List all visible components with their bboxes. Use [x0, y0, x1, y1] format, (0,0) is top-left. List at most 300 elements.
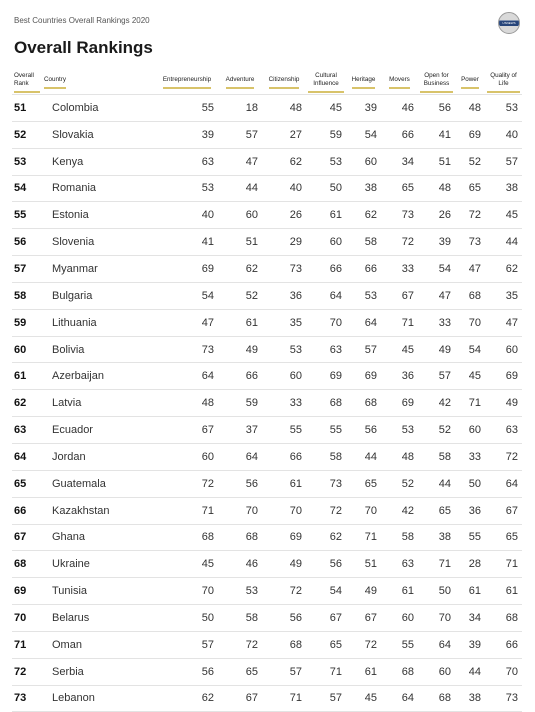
- score-cell: 62: [262, 148, 306, 175]
- rank-cell: 69: [12, 578, 42, 605]
- score-cell: 73: [381, 202, 418, 229]
- score-cell: 65: [346, 470, 381, 497]
- score-cell: 48: [381, 443, 418, 470]
- column-header[interactable]: [455, 70, 485, 95]
- score-cell: 45: [306, 95, 346, 122]
- score-cell: 50: [306, 175, 346, 202]
- score-cell: 71: [485, 551, 522, 578]
- score-cell: 73: [156, 336, 218, 363]
- score-cell: 69: [262, 524, 306, 551]
- score-cell: 55: [262, 417, 306, 444]
- report-subtitle: Best Countries Overall Rankings 2020: [14, 16, 150, 25]
- score-cell: 66: [262, 443, 306, 470]
- score-cell: 70: [346, 497, 381, 524]
- column-header[interactable]: [156, 70, 218, 95]
- score-cell: 57: [262, 658, 306, 685]
- country-cell: Slovakia: [42, 121, 156, 148]
- score-cell: 68: [418, 685, 455, 712]
- score-cell: 46: [381, 95, 418, 122]
- column-header-label: Entrepreneurship: [163, 76, 211, 89]
- score-cell: 63: [485, 417, 522, 444]
- rank-cell: 51: [12, 95, 42, 122]
- score-cell: 35: [262, 309, 306, 336]
- score-cell: 60: [346, 148, 381, 175]
- table-row[interactable]: [12, 470, 522, 497]
- score-cell: 56: [156, 658, 218, 685]
- column-header[interactable]: [12, 70, 42, 95]
- table-row[interactable]: [12, 658, 522, 685]
- score-cell: 72: [306, 497, 346, 524]
- score-cell: 47: [418, 282, 455, 309]
- score-cell: 39: [156, 121, 218, 148]
- country-cell: Romania: [42, 175, 156, 202]
- score-cell: 45: [485, 202, 522, 229]
- score-cell: 48: [262, 95, 306, 122]
- score-cell: 29: [262, 229, 306, 256]
- score-cell: 54: [418, 256, 455, 283]
- score-cell: 41: [418, 121, 455, 148]
- country-cell: Slovenia: [42, 229, 156, 256]
- score-cell: 70: [455, 309, 485, 336]
- score-cell: 69: [306, 363, 346, 390]
- column-header[interactable]: [262, 70, 306, 95]
- score-cell: 72: [381, 229, 418, 256]
- score-cell: 53: [262, 336, 306, 363]
- score-cell: 41: [156, 229, 218, 256]
- country-cell: Tunisia: [42, 578, 156, 605]
- country-cell: Lebanon: [42, 685, 156, 712]
- score-cell: 69: [455, 121, 485, 148]
- table-row[interactable]: [12, 363, 522, 390]
- score-cell: 45: [156, 551, 218, 578]
- score-cell: 64: [306, 282, 346, 309]
- table-row[interactable]: [12, 282, 522, 309]
- score-cell: 66: [346, 256, 381, 283]
- score-cell: 28: [455, 551, 485, 578]
- rank-cell: 67: [12, 524, 42, 551]
- score-cell: 38: [346, 175, 381, 202]
- score-cell: 26: [262, 202, 306, 229]
- score-cell: 72: [346, 631, 381, 658]
- score-cell: 64: [218, 443, 262, 470]
- rank-cell: 59: [12, 309, 42, 336]
- score-cell: 37: [218, 417, 262, 444]
- score-cell: 44: [455, 658, 485, 685]
- score-cell: 45: [381, 336, 418, 363]
- score-cell: 67: [485, 497, 522, 524]
- score-cell: 50: [455, 470, 485, 497]
- score-cell: 69: [485, 363, 522, 390]
- score-cell: 56: [306, 551, 346, 578]
- score-cell: 36: [381, 363, 418, 390]
- table-row[interactable]: [12, 685, 522, 712]
- score-cell: 57: [218, 121, 262, 148]
- rank-cell: 62: [12, 390, 42, 417]
- score-cell: 68: [218, 524, 262, 551]
- rank-cell: 53: [12, 148, 42, 175]
- score-cell: 51: [418, 148, 455, 175]
- score-cell: 65: [485, 524, 522, 551]
- column-header-label: Open for Business: [420, 72, 453, 93]
- score-cell: 72: [455, 202, 485, 229]
- score-cell: 57: [156, 631, 218, 658]
- score-cell: 38: [455, 685, 485, 712]
- country-cell: Kazakhstan: [42, 497, 156, 524]
- score-cell: 52: [218, 282, 262, 309]
- score-cell: 60: [455, 417, 485, 444]
- rank-cell: 70: [12, 605, 42, 632]
- table-row[interactable]: [12, 229, 522, 256]
- header-row: [12, 70, 522, 95]
- score-cell: 71: [306, 658, 346, 685]
- score-cell: 53: [346, 282, 381, 309]
- score-cell: 67: [346, 605, 381, 632]
- score-cell: 18: [218, 95, 262, 122]
- column-header-label: Heritage: [352, 76, 376, 89]
- score-cell: 40: [485, 121, 522, 148]
- score-cell: 48: [418, 175, 455, 202]
- score-cell: 62: [485, 256, 522, 283]
- rank-cell: 64: [12, 443, 42, 470]
- score-cell: 53: [381, 417, 418, 444]
- column-header[interactable]: [218, 70, 262, 95]
- score-cell: 57: [485, 148, 522, 175]
- score-cell: 44: [418, 470, 455, 497]
- score-cell: 40: [156, 202, 218, 229]
- table-row[interactable]: [12, 148, 522, 175]
- rank-cell: 57: [12, 256, 42, 283]
- score-cell: 57: [346, 336, 381, 363]
- score-cell: 45: [455, 363, 485, 390]
- score-cell: 52: [381, 470, 418, 497]
- score-cell: 44: [218, 175, 262, 202]
- score-cell: 70: [262, 497, 306, 524]
- table-row[interactable]: [12, 578, 522, 605]
- score-cell: 39: [418, 229, 455, 256]
- rankings-table: [12, 70, 522, 712]
- score-cell: 39: [346, 95, 381, 122]
- score-cell: 58: [306, 443, 346, 470]
- score-cell: 69: [381, 390, 418, 417]
- score-cell: 56: [418, 95, 455, 122]
- score-cell: 40: [262, 175, 306, 202]
- score-cell: 58: [218, 605, 262, 632]
- page-title: Overall Rankings: [14, 38, 153, 57]
- score-cell: 72: [156, 470, 218, 497]
- rank-cell: 71: [12, 631, 42, 658]
- score-cell: 64: [418, 631, 455, 658]
- score-cell: 34: [455, 605, 485, 632]
- score-cell: 49: [218, 336, 262, 363]
- country-cell: Guatemala: [42, 470, 156, 497]
- table-row[interactable]: [12, 95, 522, 122]
- table-row[interactable]: [12, 497, 522, 524]
- rank-cell: 55: [12, 202, 42, 229]
- score-cell: 73: [262, 256, 306, 283]
- score-cell: 66: [381, 121, 418, 148]
- score-cell: 68: [381, 658, 418, 685]
- country-cell: Azerbaijan: [42, 363, 156, 390]
- score-cell: 70: [156, 578, 218, 605]
- rank-cell: 72: [12, 658, 42, 685]
- score-cell: 59: [306, 121, 346, 148]
- score-cell: 51: [346, 551, 381, 578]
- score-cell: 58: [381, 524, 418, 551]
- rank-cell: 65: [12, 470, 42, 497]
- score-cell: 36: [455, 497, 485, 524]
- country-cell: Myanmar: [42, 256, 156, 283]
- score-cell: 67: [306, 605, 346, 632]
- score-cell: 50: [156, 605, 218, 632]
- country-cell: Lithuania: [42, 309, 156, 336]
- score-cell: 60: [306, 229, 346, 256]
- rank-cell: 54: [12, 175, 42, 202]
- score-cell: 50: [418, 578, 455, 605]
- score-cell: 69: [346, 363, 381, 390]
- score-cell: 54: [306, 578, 346, 605]
- score-cell: 58: [418, 443, 455, 470]
- column-header[interactable]: [346, 70, 381, 95]
- column-header[interactable]: [42, 70, 156, 95]
- score-cell: 44: [485, 229, 522, 256]
- score-cell: 71: [346, 524, 381, 551]
- score-cell: 63: [381, 551, 418, 578]
- country-cell: Ghana: [42, 524, 156, 551]
- rank-cell: 63: [12, 417, 42, 444]
- table-row[interactable]: [12, 631, 522, 658]
- table-row[interactable]: [12, 524, 522, 551]
- column-header-label: Cultural Influence: [308, 72, 344, 93]
- score-cell: 36: [262, 282, 306, 309]
- score-cell: 45: [346, 685, 381, 712]
- score-cell: 53: [156, 175, 218, 202]
- score-cell: 61: [455, 578, 485, 605]
- score-cell: 47: [485, 309, 522, 336]
- column-header-label: Power: [461, 76, 479, 89]
- score-cell: 62: [306, 524, 346, 551]
- column-header-label: Country: [44, 76, 66, 89]
- country-cell: Jordan: [42, 443, 156, 470]
- country-cell: Oman: [42, 631, 156, 658]
- table-row[interactable]: [12, 551, 522, 578]
- score-cell: 42: [418, 390, 455, 417]
- country-cell: Estonia: [42, 202, 156, 229]
- score-cell: 71: [418, 551, 455, 578]
- score-cell: 60: [418, 658, 455, 685]
- country-cell: Belarus: [42, 605, 156, 632]
- score-cell: 44: [346, 443, 381, 470]
- usnews-logo: [498, 12, 520, 34]
- score-cell: 47: [156, 309, 218, 336]
- score-cell: 47: [455, 256, 485, 283]
- score-cell: 55: [381, 631, 418, 658]
- table-row[interactable]: [12, 121, 522, 148]
- rank-cell: 56: [12, 229, 42, 256]
- score-cell: 52: [418, 417, 455, 444]
- score-cell: 62: [346, 202, 381, 229]
- column-header-label: Citizenship: [269, 76, 300, 89]
- score-cell: 72: [262, 578, 306, 605]
- score-cell: 57: [418, 363, 455, 390]
- score-cell: 62: [218, 256, 262, 283]
- score-cell: 60: [381, 605, 418, 632]
- score-cell: 53: [485, 95, 522, 122]
- score-cell: 61: [381, 578, 418, 605]
- table-row[interactable]: [12, 417, 522, 444]
- score-cell: 70: [218, 497, 262, 524]
- score-cell: 66: [306, 256, 346, 283]
- table-row[interactable]: [12, 202, 522, 229]
- score-cell: 26: [418, 202, 455, 229]
- score-cell: 67: [381, 282, 418, 309]
- table-row[interactable]: [12, 605, 522, 632]
- score-cell: 46: [218, 551, 262, 578]
- score-cell: 60: [262, 363, 306, 390]
- score-cell: 65: [306, 631, 346, 658]
- table-row[interactable]: [12, 390, 522, 417]
- score-cell: 67: [156, 417, 218, 444]
- table-row[interactable]: [12, 336, 522, 363]
- score-cell: 49: [262, 551, 306, 578]
- score-cell: 71: [262, 685, 306, 712]
- rank-cell: 66: [12, 497, 42, 524]
- score-cell: 33: [262, 390, 306, 417]
- column-header-label: Overall Rank: [14, 72, 40, 93]
- score-cell: 56: [346, 417, 381, 444]
- country-cell: Serbia: [42, 658, 156, 685]
- score-cell: 48: [455, 95, 485, 122]
- column-header-label: Quality of Life: [487, 72, 520, 93]
- score-cell: 49: [485, 390, 522, 417]
- score-cell: 67: [218, 685, 262, 712]
- score-cell: 73: [485, 685, 522, 712]
- score-cell: 63: [156, 148, 218, 175]
- score-cell: 49: [418, 336, 455, 363]
- column-header[interactable]: [306, 70, 346, 95]
- score-cell: 60: [156, 443, 218, 470]
- score-cell: 35: [485, 282, 522, 309]
- score-cell: 52: [455, 148, 485, 175]
- country-cell: Bolivia: [42, 336, 156, 363]
- rank-cell: 61: [12, 363, 42, 390]
- score-cell: 39: [455, 631, 485, 658]
- table-row[interactable]: [12, 256, 522, 283]
- score-cell: 56: [218, 470, 262, 497]
- table-row[interactable]: [12, 443, 522, 470]
- logo-text: USNEWS: [500, 21, 518, 26]
- score-cell: 73: [306, 470, 346, 497]
- score-cell: 65: [381, 175, 418, 202]
- score-cell: 33: [455, 443, 485, 470]
- column-header[interactable]: [381, 70, 418, 95]
- score-cell: 70: [418, 605, 455, 632]
- score-cell: 68: [262, 631, 306, 658]
- rank-cell: 73: [12, 685, 42, 712]
- column-header[interactable]: [485, 70, 522, 95]
- score-cell: 59: [218, 390, 262, 417]
- table-row[interactable]: [12, 175, 522, 202]
- rank-cell: 58: [12, 282, 42, 309]
- score-cell: 61: [306, 202, 346, 229]
- score-cell: 60: [218, 202, 262, 229]
- score-cell: 57: [306, 685, 346, 712]
- score-cell: 27: [262, 121, 306, 148]
- score-cell: 33: [418, 309, 455, 336]
- score-cell: 34: [381, 148, 418, 175]
- score-cell: 42: [381, 497, 418, 524]
- rank-cell: 68: [12, 551, 42, 578]
- score-cell: 64: [156, 363, 218, 390]
- country-cell: Latvia: [42, 390, 156, 417]
- score-cell: 68: [156, 524, 218, 551]
- score-cell: 61: [218, 309, 262, 336]
- score-cell: 68: [455, 282, 485, 309]
- score-cell: 73: [455, 229, 485, 256]
- country-cell: Ukraine: [42, 551, 156, 578]
- score-cell: 71: [455, 390, 485, 417]
- score-cell: 65: [218, 658, 262, 685]
- score-cell: 66: [218, 363, 262, 390]
- score-cell: 56: [262, 605, 306, 632]
- score-cell: 58: [346, 229, 381, 256]
- score-cell: 65: [455, 175, 485, 202]
- rank-cell: 60: [12, 336, 42, 363]
- score-cell: 62: [156, 685, 218, 712]
- country-cell: Kenya: [42, 148, 156, 175]
- score-cell: 47: [218, 148, 262, 175]
- column-header-label: Movers: [389, 76, 410, 89]
- score-cell: 61: [485, 578, 522, 605]
- score-cell: 72: [218, 631, 262, 658]
- score-cell: 61: [262, 470, 306, 497]
- column-header[interactable]: [418, 70, 455, 95]
- score-cell: 64: [381, 685, 418, 712]
- score-cell: 38: [418, 524, 455, 551]
- score-cell: 68: [306, 390, 346, 417]
- score-cell: 68: [346, 390, 381, 417]
- score-cell: 63: [306, 336, 346, 363]
- score-cell: 65: [418, 497, 455, 524]
- score-cell: 66: [485, 631, 522, 658]
- score-cell: 54: [156, 282, 218, 309]
- score-cell: 51: [218, 229, 262, 256]
- country-cell: Colombia: [42, 95, 156, 122]
- score-cell: 72: [485, 443, 522, 470]
- score-cell: 49: [346, 578, 381, 605]
- country-cell: Ecuador: [42, 417, 156, 444]
- rank-cell: 52: [12, 121, 42, 148]
- score-cell: 60: [485, 336, 522, 363]
- score-cell: 55: [306, 417, 346, 444]
- score-cell: 48: [156, 390, 218, 417]
- score-cell: 71: [381, 309, 418, 336]
- score-cell: 70: [306, 309, 346, 336]
- score-cell: 69: [156, 256, 218, 283]
- table-row[interactable]: [12, 309, 522, 336]
- table-body: [12, 95, 522, 712]
- score-cell: 54: [346, 121, 381, 148]
- score-cell: 33: [381, 256, 418, 283]
- score-cell: 68: [485, 605, 522, 632]
- score-cell: 55: [455, 524, 485, 551]
- score-cell: 70: [485, 658, 522, 685]
- score-cell: 55: [156, 95, 218, 122]
- score-cell: 53: [306, 148, 346, 175]
- score-cell: 71: [156, 497, 218, 524]
- country-cell: Bulgaria: [42, 282, 156, 309]
- column-header-label: Adventure: [226, 76, 255, 89]
- score-cell: 64: [346, 309, 381, 336]
